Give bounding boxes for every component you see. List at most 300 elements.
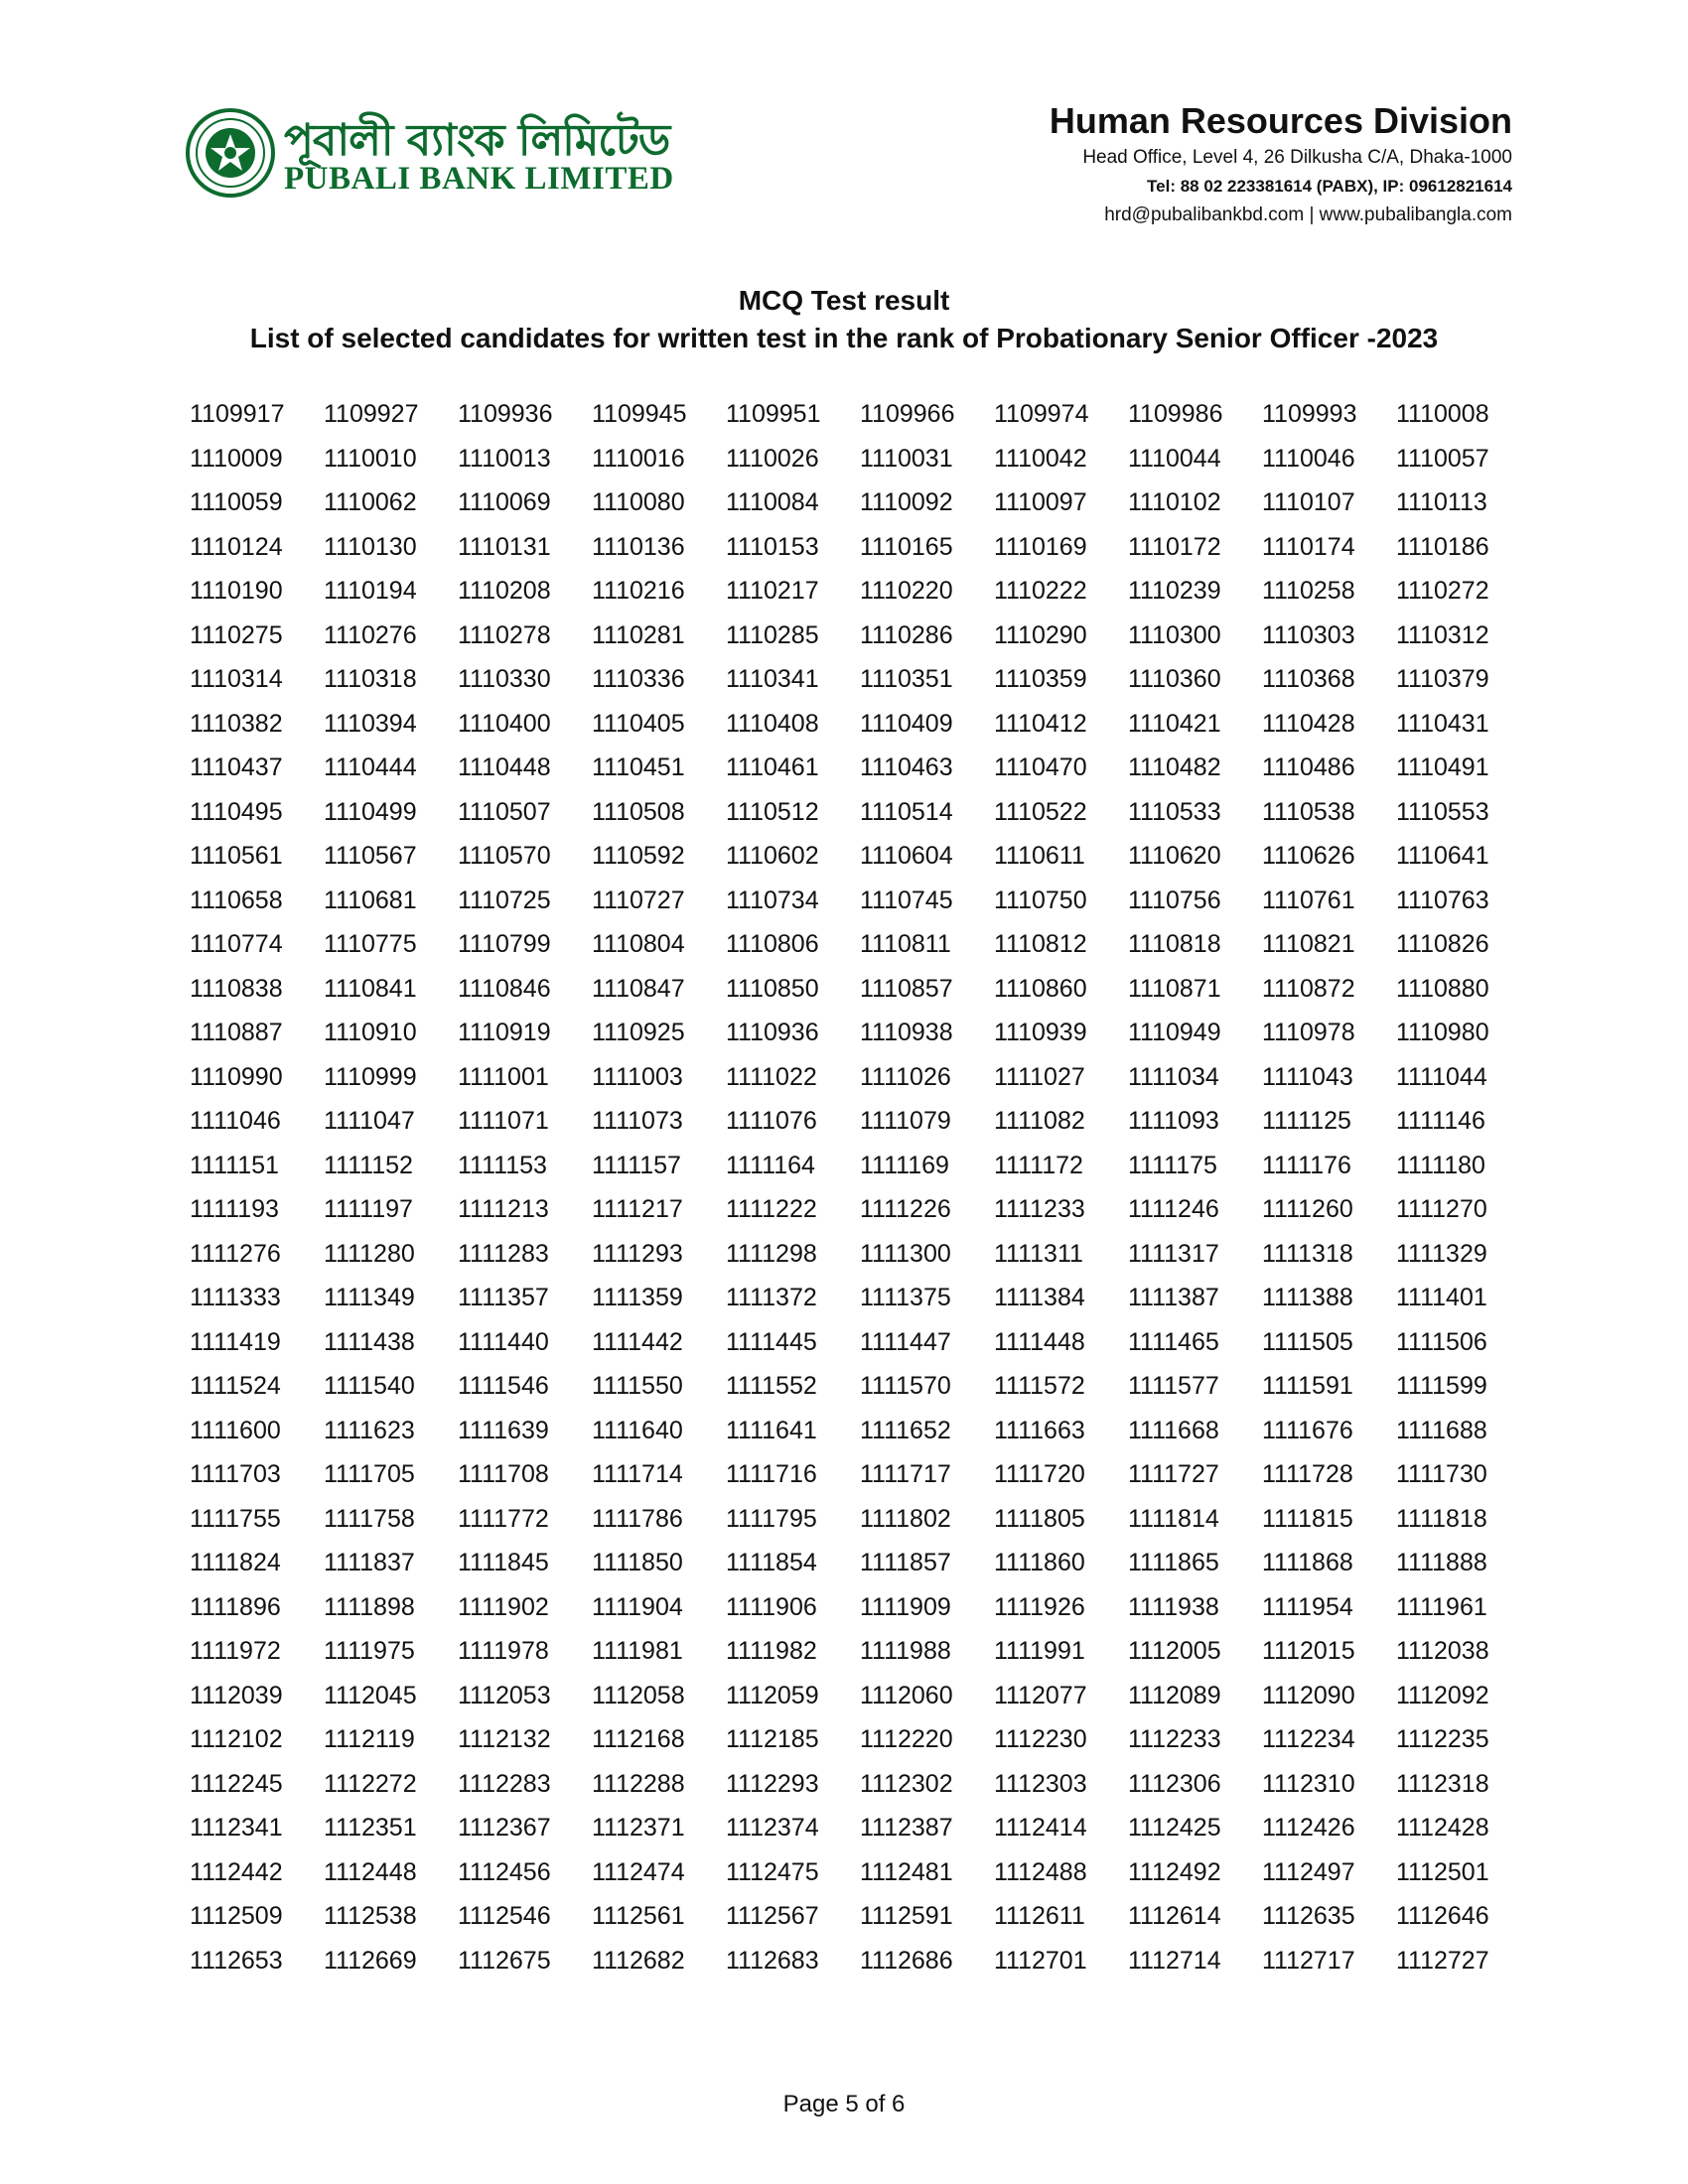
roll-number-cell: 1112509 (190, 1902, 283, 1930)
roll-number-cell: 1112293 (726, 1769, 819, 1798)
roll-number-cell: 1110400 (458, 709, 551, 738)
roll-number-cell: 1111988 (860, 1637, 951, 1665)
roll-number-cell: 1110031 (860, 444, 953, 473)
roll-number-cell: 1110925 (592, 1019, 685, 1046)
roll-number-cell: 1112481 (860, 1857, 953, 1886)
roll-number-cell: 1111172 (994, 1151, 1083, 1179)
roll-number-cell: 1111599 (1396, 1372, 1487, 1400)
roll-number-cell: 1111772 (458, 1504, 549, 1533)
roll-number-cell: 1110062 (324, 488, 417, 516)
roll-number-cell: 1110470 (994, 753, 1087, 781)
document-titles (0, 282, 1688, 357)
roll-number-cell: 1110405 (592, 709, 685, 738)
roll-number-cell: 1112414 (994, 1814, 1087, 1842)
roll-number-cell: 1111176 (1262, 1151, 1351, 1179)
roll-number-cell: 1111868 (1262, 1549, 1353, 1576)
office-address: Head Office, Level 4, 26 Dilkusha C/A, Dhaka-1000 (1082, 147, 1512, 168)
roll-number-cell: 1111222 (726, 1195, 817, 1223)
roll-number-cell: 1111419 (190, 1327, 281, 1356)
roll-number-cell: 1110999 (324, 1062, 417, 1091)
roll-number-cell: 1111758 (324, 1504, 415, 1533)
roll-number-cell: 1111727 (1128, 1460, 1219, 1488)
roll-number-cell: 1111448 (994, 1327, 1085, 1356)
logo-name-english: PUBALI BANK LIMITED (284, 161, 674, 197)
roll-number-cell: 1112653 (190, 1946, 283, 1975)
roll-number-cell: 1110857 (860, 974, 953, 1003)
roll-number-cell: 1110538 (1262, 797, 1355, 826)
roll-number-cell: 1110604 (860, 842, 953, 870)
roll-number-cell: 1111438 (324, 1327, 415, 1356)
roll-number-cell: 1109917 (190, 400, 285, 428)
roll-number-cell: 1112272 (324, 1769, 417, 1798)
roll-number-cell: 1110272 (1396, 577, 1489, 605)
roll-number-cell: 1110008 (1396, 400, 1489, 428)
roll-number-cell: 1110431 (1396, 709, 1489, 738)
roll-number-cell: 1111001 (458, 1062, 549, 1091)
roll-number-cell: 1110448 (458, 753, 551, 781)
roll-number-cell: 1110360 (1128, 665, 1221, 693)
roll-number-cell: 1112683 (726, 1946, 819, 1975)
roll-number-cell: 1111720 (994, 1460, 1085, 1488)
roll-number-cell: 1110437 (190, 753, 283, 781)
roll-number-cell: 1110351 (860, 665, 953, 693)
roll-number-cell: 1111071 (458, 1107, 549, 1135)
roll-number-cell: 1111442 (592, 1327, 683, 1356)
roll-number-cell: 1111506 (1396, 1327, 1487, 1356)
roll-number-cell: 1110194 (324, 577, 417, 605)
roll-number-cell: 1111022 (726, 1062, 817, 1091)
roll-number-cell: 1110408 (726, 709, 819, 738)
roll-number-cell: 1110341 (726, 665, 819, 693)
roll-number-cell: 1110850 (726, 974, 819, 1003)
roll-number-cell: 1110290 (994, 620, 1087, 649)
roll-number-cell: 1111318 (1262, 1239, 1353, 1268)
roll-number-cell: 1110059 (190, 488, 283, 516)
roll-number-cell: 1110775 (324, 930, 417, 958)
roll-number-cell: 1110461 (726, 753, 819, 781)
roll-number-cell: 1111938 (1128, 1592, 1219, 1621)
roll-number-cell: 1110084 (726, 488, 819, 516)
roll-number-cell: 1110818 (1128, 930, 1221, 958)
roll-number-cell: 1111260 (1262, 1195, 1353, 1223)
roll-number-cell: 1111981 (592, 1637, 683, 1665)
roll-number-cell: 1111387 (1128, 1284, 1219, 1311)
roll-number-cell: 1111570 (860, 1372, 951, 1400)
roll-number-cell: 1110887 (190, 1019, 283, 1046)
roll-number-cell: 1110491 (1396, 753, 1489, 781)
roll-number-cell: 1110097 (994, 488, 1087, 516)
roll-number-cell: 1110421 (1128, 709, 1221, 738)
roll-number-cell: 1112089 (1128, 1681, 1221, 1709)
roll-number-cell: 1111388 (1262, 1284, 1353, 1311)
roll-number-cell: 1111795 (726, 1504, 817, 1533)
roll-number-cell: 1110312 (1396, 620, 1489, 649)
roll-number-cell: 1110812 (994, 930, 1087, 958)
roll-number-cell: 1112015 (1262, 1637, 1355, 1665)
roll-number-cell: 1112185 (726, 1725, 819, 1753)
roll-number-cell: 1111824 (190, 1549, 281, 1576)
roll-number-cell: 1111180 (1396, 1151, 1485, 1179)
roll-number-cell: 1111845 (458, 1549, 549, 1576)
roll-number-cell: 1111577 (1128, 1372, 1219, 1400)
roll-number-cell: 1112546 (458, 1902, 551, 1930)
roll-number-cell: 1111270 (1396, 1195, 1487, 1223)
roll-number-cell: 1111082 (994, 1107, 1085, 1135)
roll-number-cell: 1112060 (860, 1681, 953, 1709)
roll-number-cell: 1112077 (994, 1681, 1087, 1709)
roll-number-cell: 1110838 (190, 974, 283, 1003)
roll-number-cell: 1111046 (190, 1107, 281, 1135)
roll-number-cell: 1111505 (1262, 1327, 1353, 1356)
roll-number-cell: 1111546 (458, 1372, 549, 1400)
roll-number-cell: 1111401 (1396, 1284, 1487, 1311)
roll-number-cell: 1111814 (1128, 1504, 1219, 1533)
roll-number-cell: 1112371 (592, 1814, 685, 1842)
roll-number-cell: 1111716 (726, 1460, 817, 1488)
roll-number-cell: 1110919 (458, 1019, 551, 1046)
roll-number-cell: 1110561 (190, 842, 283, 870)
roll-number-cell: 1111728 (1262, 1460, 1353, 1488)
roll-number-cell: 1111991 (994, 1637, 1085, 1665)
roll-number-cell: 1110486 (1262, 753, 1355, 781)
roll-number-cell: 1110278 (458, 620, 551, 649)
roll-number-cell: 1110222 (994, 577, 1087, 605)
roll-number-cell: 1111372 (726, 1284, 817, 1311)
logo-name-bengali: পূবালী ব্যাংক লিমিটেড (284, 115, 670, 166)
roll-number-cell: 1111857 (860, 1549, 951, 1576)
roll-number-cell: 1110314 (190, 665, 283, 693)
roll-number-cell: 1110553 (1396, 797, 1489, 826)
roll-number-cell: 1110165 (860, 532, 953, 561)
roll-number-cell: 1111044 (1396, 1062, 1487, 1091)
roll-number-cell: 1112038 (1396, 1637, 1489, 1665)
roll-number-cell: 1110508 (592, 797, 685, 826)
roll-number-cell: 1111283 (458, 1239, 549, 1268)
roll-number-cell: 1110725 (458, 886, 551, 914)
roll-number-cell: 1110013 (458, 444, 551, 473)
roll-number-cell: 1111152 (324, 1151, 413, 1179)
roll-number-cell: 1110602 (726, 842, 819, 870)
roll-number-cell: 1112727 (1396, 1946, 1489, 1975)
roll-number-cell: 1111280 (324, 1239, 415, 1268)
roll-number-cell: 1110727 (592, 886, 685, 914)
roll-number-cell: 1112045 (324, 1681, 417, 1709)
roll-number-cell: 1111668 (1128, 1416, 1219, 1444)
roll-number-cell: 1110592 (592, 842, 685, 870)
roll-number-cell: 1110451 (592, 753, 685, 781)
roll-number-cell: 1112220 (860, 1725, 953, 1753)
roll-number-cell: 1110512 (726, 797, 819, 826)
document-subtitle: List of selected candidates for written test in the rank of Probationary Senior Officer -2023 (249, 323, 1439, 353)
roll-number-cell: 1111300 (860, 1239, 951, 1268)
roll-number-cell: 1111226 (860, 1195, 951, 1223)
roll-number-cell: 1111902 (458, 1592, 549, 1621)
roll-number-cell: 1111909 (860, 1592, 951, 1621)
roll-number-cell: 1111043 (1262, 1062, 1353, 1091)
roll-number-cell: 1112611 (994, 1902, 1085, 1930)
roll-number-cell: 1112501 (1396, 1857, 1489, 1886)
roll-number-cell: 1110846 (458, 974, 551, 1003)
roll-number-cell: 1111359 (592, 1284, 683, 1311)
roll-number-cell: 1111600 (190, 1416, 281, 1444)
roll-number-cell: 1112374 (726, 1814, 819, 1842)
roll-number-cell: 1112538 (324, 1902, 417, 1930)
roll-number-cell: 1110046 (1262, 444, 1355, 473)
roll-number-cell: 1112230 (994, 1725, 1087, 1753)
roll-number-cell: 1110821 (1262, 930, 1355, 958)
roll-number-cell: 1111175 (1128, 1151, 1217, 1179)
roll-number-cell: 1112341 (190, 1814, 283, 1842)
roll-number-cell: 1111213 (458, 1195, 549, 1223)
roll-number-cell: 1111639 (458, 1416, 549, 1444)
roll-number-cell: 1111311 (994, 1239, 1083, 1268)
roll-number-cell: 1111676 (1262, 1416, 1353, 1444)
roll-number-cell: 1110774 (190, 930, 283, 958)
roll-number-cell: 1112168 (592, 1725, 685, 1753)
roll-number-cell: 1111026 (860, 1062, 951, 1091)
roll-number-cell: 1111591 (1262, 1372, 1353, 1400)
roll-number-cell: 1112234 (1262, 1725, 1355, 1753)
roll-number-cell: 1111375 (860, 1284, 951, 1311)
roll-number-cell: 1111975 (324, 1637, 415, 1665)
roll-number-cell: 1112675 (458, 1946, 551, 1975)
roll-number-cell: 1109974 (994, 400, 1089, 428)
roll-number-cell: 1111708 (458, 1460, 549, 1488)
roll-number-cell: 1110113 (1396, 488, 1487, 516)
roll-number-cell: 1110514 (860, 797, 953, 826)
roll-number-cell: 1111157 (592, 1151, 681, 1179)
roll-number-cell: 1111093 (1128, 1107, 1219, 1135)
roll-number-cell: 1112669 (324, 1946, 417, 1975)
pubali-bank-logo (185, 107, 674, 199)
roll-number-cell: 1110412 (994, 709, 1087, 738)
roll-number-cell: 1112092 (1396, 1681, 1489, 1709)
division-title: Human Resources Division (1049, 100, 1512, 141)
document-title: MCQ Test result (738, 285, 950, 316)
roll-number-cell: 1111786 (592, 1504, 683, 1533)
roll-number-cell: 1111447 (860, 1327, 951, 1356)
roll-number-cell: 1111076 (726, 1107, 817, 1135)
roll-number-cell: 1111641 (726, 1416, 817, 1444)
roll-number-cell: 1110069 (458, 488, 551, 516)
roll-number-cell: 1112448 (324, 1857, 417, 1886)
roll-number-cell: 1110174 (1262, 532, 1355, 561)
roll-number-cell: 1111640 (592, 1416, 683, 1444)
roll-number-cell: 1110522 (994, 797, 1087, 826)
roll-number-cell: 1110750 (994, 886, 1087, 914)
roll-number-cell: 1112456 (458, 1857, 551, 1886)
roll-number-cell: 1111146 (1396, 1107, 1485, 1135)
roll-number-cell: 1111982 (726, 1637, 817, 1665)
roll-number-cell: 1111552 (726, 1372, 817, 1400)
roll-number-cell: 1111197 (324, 1195, 413, 1223)
roll-number-cell: 1112245 (190, 1769, 283, 1798)
roll-number-cell: 1111169 (860, 1151, 949, 1179)
roll-number-cell: 1111705 (324, 1460, 415, 1488)
roll-number-cell: 1111153 (458, 1151, 547, 1179)
roll-number-cell: 1112492 (1128, 1857, 1221, 1886)
roll-number-cell: 1110939 (994, 1019, 1087, 1046)
roll-number-cell: 1112102 (190, 1725, 283, 1753)
roll-number-cell: 1112318 (1396, 1769, 1489, 1798)
roll-number-cell: 1110567 (324, 842, 417, 870)
roll-number-cell: 1111714 (592, 1460, 683, 1488)
roll-number-cell: 1110016 (592, 444, 685, 473)
roll-number-cell: 1111550 (592, 1372, 683, 1400)
roll-number-cell: 1110804 (592, 930, 685, 958)
roll-number-cell: 1112426 (1262, 1814, 1355, 1842)
roll-number-cell: 1110275 (190, 620, 283, 649)
roll-number-cell: 1112561 (592, 1902, 685, 1930)
roll-number-cell: 1110318 (324, 665, 417, 693)
roll-number-cell: 1110153 (726, 532, 819, 561)
roll-number-cell: 1112351 (324, 1814, 417, 1842)
roll-number-cell: 1111688 (1396, 1416, 1487, 1444)
roll-number-cell: 1110009 (190, 444, 283, 473)
roll-number-cell: 1111445 (726, 1327, 817, 1356)
roll-number-cell: 1112614 (1128, 1902, 1221, 1930)
roll-number-cell: 1110107 (1262, 488, 1355, 516)
roll-number-cell: 1111349 (324, 1284, 415, 1311)
telephone-line: Tel: 88 02 223381614 (PABX), IP: 09612821614 (1147, 177, 1512, 196)
roll-number-cell: 1111888 (1396, 1549, 1487, 1576)
roll-number-cell: 1110102 (1128, 488, 1221, 516)
roll-number-cell: 1111027 (994, 1062, 1085, 1091)
roll-number-cell: 1112039 (190, 1681, 283, 1709)
roll-number-cell: 1111333 (190, 1284, 281, 1311)
roll-number-cell: 1110980 (1396, 1019, 1489, 1046)
roll-number-cell: 1112635 (1262, 1902, 1355, 1930)
roll-number-cell: 1111217 (592, 1195, 683, 1223)
roll-number-cell: 1111357 (458, 1284, 549, 1311)
roll-number-cell: 1111465 (1128, 1327, 1219, 1356)
roll-number-cell: 1110811 (860, 930, 951, 958)
roll-number-cell: 1110826 (1396, 930, 1489, 958)
roll-number-cell: 1110044 (1128, 444, 1221, 473)
roll-number-cell: 1112425 (1128, 1814, 1221, 1842)
roll-number-cell: 1112090 (1262, 1681, 1355, 1709)
roll-number-cell: 1112475 (726, 1857, 819, 1886)
roll-number-cell: 1110847 (592, 974, 685, 1003)
roll-number-cell: 1110880 (1396, 974, 1489, 1003)
roll-number-cell: 1111540 (324, 1372, 415, 1400)
roll-number-cell: 1110379 (1396, 665, 1489, 693)
roll-number-cell: 1110172 (1128, 532, 1221, 561)
roll-number-cell: 1112686 (860, 1946, 953, 1975)
roll-number-cell: 1109945 (592, 400, 687, 428)
roll-number-cell: 1111125 (1262, 1107, 1351, 1135)
roll-number-cell: 1112442 (190, 1857, 283, 1886)
roll-number-cell: 1110394 (324, 709, 417, 738)
roll-number-cell: 1110482 (1128, 753, 1221, 781)
roll-number-cell: 1111972 (190, 1637, 281, 1665)
roll-number-cell: 1110303 (1262, 620, 1355, 649)
roll-number-cell: 1110057 (1396, 444, 1489, 473)
roll-number-cell: 1110042 (994, 444, 1087, 473)
roll-number-cell: 1111906 (726, 1592, 817, 1621)
roll-number-cell: 1110799 (458, 930, 551, 958)
roll-number-cell: 1112053 (458, 1681, 551, 1709)
roll-number-cell: 1110382 (190, 709, 283, 738)
roll-number-cell: 1112474 (592, 1857, 685, 1886)
roll-number-cell: 1110300 (1128, 620, 1221, 649)
roll-number-cell: 1111440 (458, 1327, 549, 1356)
roll-number-cell: 1111717 (860, 1460, 951, 1488)
roll-number-cell: 1112682 (592, 1946, 685, 1975)
roll-number-cell: 1112717 (1262, 1946, 1355, 1975)
roll-number-cell: 1110871 (1128, 974, 1221, 1003)
roll-number-cell: 1109951 (726, 400, 821, 428)
roll-number-cell: 1112387 (860, 1814, 953, 1842)
roll-number-cell: 1111703 (190, 1460, 281, 1488)
roll-number-cell: 1111854 (726, 1549, 817, 1576)
roll-number-cell: 1110169 (994, 532, 1087, 561)
roll-number-cell: 1110626 (1262, 842, 1355, 870)
email-website-line: hrd@pubalibankbd.com | www.pubalibangla.com (1104, 205, 1512, 225)
roll-number-cell: 1110841 (324, 974, 417, 1003)
roll-number-cell: 1110368 (1262, 665, 1355, 693)
roll-number-cell: 1110216 (592, 577, 685, 605)
roll-number-cell: 1111233 (994, 1195, 1085, 1223)
letterhead-contact (1050, 99, 1512, 229)
roll-number-cell: 1110860 (994, 974, 1087, 1003)
roll-number-cell: 1111073 (592, 1107, 683, 1135)
roll-number-cell: 1110756 (1128, 886, 1221, 914)
roll-number-cell: 1112119 (324, 1725, 415, 1753)
roll-number-cell: 1110239 (1128, 577, 1221, 605)
roll-number-cell: 1111572 (994, 1372, 1085, 1400)
roll-number-cell: 1110745 (860, 886, 953, 914)
roll-number-cell: 1111904 (592, 1592, 683, 1621)
page-number: Page 5 of 6 (782, 2091, 906, 2117)
roll-number-cell: 1110872 (1262, 974, 1355, 1003)
roll-number-cell: 1111663 (994, 1416, 1085, 1444)
roll-number-cell: 1110533 (1128, 797, 1221, 826)
roll-number-cell: 1112235 (1396, 1725, 1489, 1753)
roll-number-cell: 1111298 (726, 1239, 817, 1268)
roll-number-cell: 1110080 (592, 488, 685, 516)
roll-number-cell: 1110130 (324, 532, 417, 561)
roll-number-cell: 1110936 (726, 1019, 819, 1046)
roll-number-cell: 1112303 (994, 1769, 1087, 1798)
roll-number-cell: 1110336 (592, 665, 685, 693)
roll-number-cell: 1110190 (190, 577, 283, 605)
roll-number-cell: 1110131 (458, 532, 551, 561)
roll-number-cell: 1112714 (1128, 1946, 1221, 1975)
roll-number-cell: 1111164 (726, 1151, 815, 1179)
roll-number-cell: 1110124 (190, 532, 283, 561)
roll-number-cell: 1110949 (1128, 1019, 1221, 1046)
roll-number-cell: 1110938 (860, 1019, 953, 1046)
roll-number-cell: 1110281 (592, 620, 685, 649)
roll-number-cell: 1111850 (592, 1549, 683, 1576)
roll-number-cell: 1111860 (994, 1549, 1085, 1576)
roll-number-cell: 1111896 (190, 1592, 281, 1621)
roll-number-cell: 1110463 (860, 753, 953, 781)
roll-number-cell: 1112059 (726, 1681, 819, 1709)
roll-number-cell: 1111815 (1262, 1504, 1353, 1533)
roll-number-cell: 1111755 (190, 1504, 281, 1533)
roll-number-cell: 1110258 (1262, 577, 1355, 605)
roll-number-cell: 1111818 (1396, 1504, 1487, 1533)
roll-number-cell: 1112302 (860, 1769, 953, 1798)
roll-number-cell: 1111246 (1128, 1195, 1219, 1223)
roll-number-cell: 1110330 (458, 665, 551, 693)
roll-number-cell: 1109927 (324, 400, 419, 428)
roll-number-cell: 1112567 (726, 1902, 819, 1930)
roll-number-cell: 1110217 (726, 577, 819, 605)
roll-number-cell: 1110136 (592, 532, 685, 561)
